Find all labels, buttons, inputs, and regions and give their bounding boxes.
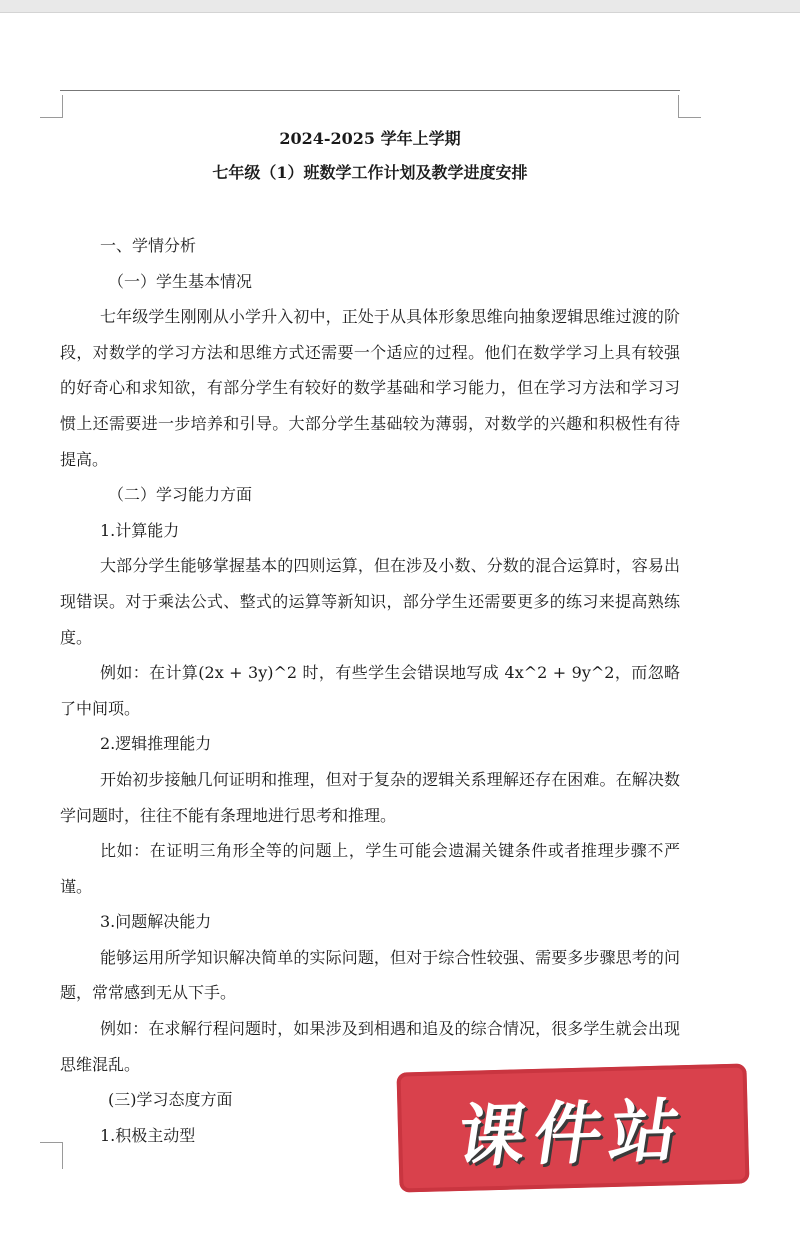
subsection-heading: （二）学习能力方面: [108, 485, 253, 505]
subsection-heading: (三)学习态度方面: [108, 1090, 233, 1110]
item-heading: 3.问题解决能力: [100, 912, 212, 932]
document-title-main: 七年级（1）班数学工作计划及教学进度安排: [212, 163, 528, 182]
item-heading: 1.计算能力: [100, 520, 180, 540]
paragraph: 大部分学生能够掌握基本的四则运算，但在涉及小数、分数的混合运算时，容易出现错误。对于乘法公式、整式的运算等新知识，部分学生还需要更多的练习来提高熟练度。: [60, 556, 680, 647]
corner-mark-top-right: [678, 95, 701, 118]
paragraph: 开始初步接触几何证明和推理，但对于复杂的逻辑关系理解还存在困难。在解决数学问题时，往往不能有条理地进行思考和推理。: [60, 769, 680, 825]
page-header-rule: [60, 90, 680, 91]
watermark-stamp: [396, 1063, 749, 1192]
section-heading: 一、学情分析: [100, 236, 197, 255]
paragraph: 七年级学生刚刚从小学升入初中，正处于从具体形象思维向抽象逻辑思维过渡的阶段，对数学的学习方法和思维方式还需要一个适应的过程。他们在数学学习上具有较强的好奇心和求知欲，有部分学生有较好的数学基础和学习能力，但在学习方法和学习习惯上还需要进一步培养和引导。大部分学生基础较为薄弱，对数学的兴趣和积极性有待提高。: [60, 307, 680, 469]
watermark-text: 课件站: [452, 1091, 692, 1177]
document-title-term: 2024-2025 学年上学期: [279, 129, 461, 148]
viewer-top-bar: [0, 0, 800, 13]
corner-mark-top-left: [40, 95, 63, 118]
item-heading: 1.积极主动型: [100, 1125, 196, 1145]
paragraph: 比如：在证明三角形全等的问题上，学生可能会遗漏关键条件或者推理步骤不严谨。: [60, 841, 680, 896]
paragraph: 例如：在计算(2x + 3y)^2 时，有些学生会错误地写成 4x^2 + 9y^2，而忽略了中间项。: [60, 663, 680, 718]
paragraph: 能够运用所学知识解决简单的实际问题，但对于综合性较强、需要多步骤思考的问题，常常感到无从下手。: [60, 947, 680, 1003]
subsection-heading: （一）学生基本情况: [108, 271, 253, 291]
item-heading: 2.逻辑推理能力: [100, 734, 212, 754]
document-body: [60, 228, 680, 1153]
paragraph: 例如：在求解行程问题时，如果涉及到相遇和追及的综合情况，很多学生就会出现思维混乱。: [60, 1019, 680, 1074]
